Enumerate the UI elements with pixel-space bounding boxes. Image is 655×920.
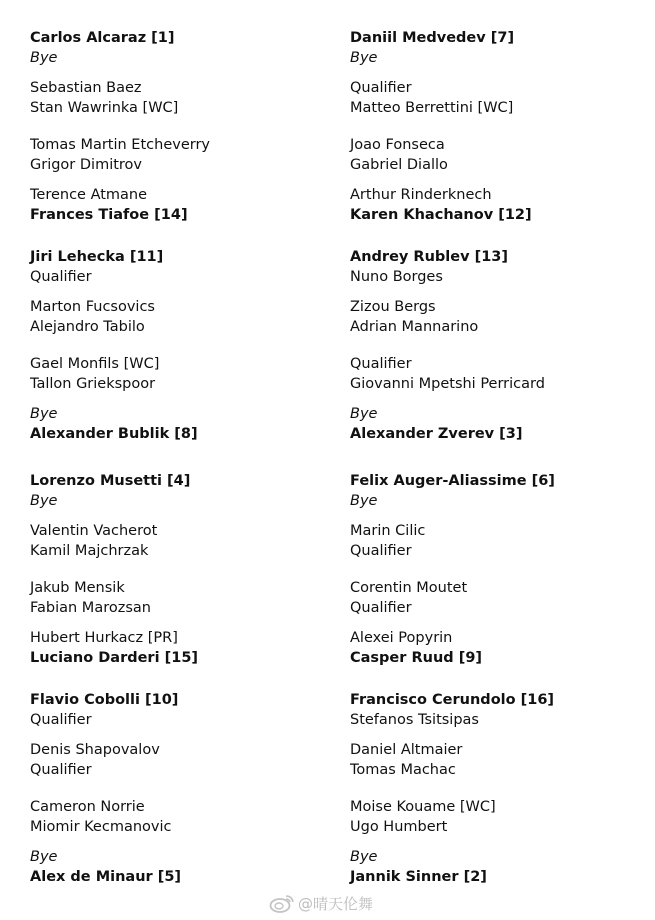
left-draw-entry: Kamil Majchrzak: [30, 543, 149, 559]
right-draw-entry: Karen Khachanov [12]: [350, 207, 532, 223]
right-draw-entry: Andrey Rublev [13]: [350, 249, 509, 265]
left-draw-entry: Luciano Darderi [15]: [30, 650, 199, 666]
right-draw-entry: Qualifier: [350, 543, 412, 559]
left-draw-entry: Alex de Minaur [5]: [30, 869, 182, 885]
right-draw-entry: Bye: [350, 849, 378, 865]
left-draw-entry: Miomir Kecmanovic: [30, 819, 172, 835]
left-draw-entry: Bye: [30, 849, 58, 865]
left-draw-entry: Qualifier: [30, 712, 92, 728]
right-draw-entry: Tomas Machac: [350, 762, 456, 778]
right-draw-entry: Ugo Humbert: [350, 819, 448, 835]
right-draw-entry: Daniil Medvedev [7]: [350, 30, 515, 46]
left-draw-entry: Cameron Norrie: [30, 799, 145, 815]
watermark-text: @晴天伦舞: [298, 894, 374, 913]
left-draw-entry: Jakub Mensik: [30, 580, 125, 596]
left-draw-entry: Stan Wawrinka [WC]: [30, 100, 179, 116]
right-draw-entry: Joao Fonseca: [350, 137, 445, 153]
right-draw-entry: Felix Auger-Aliassime [6]: [350, 473, 555, 489]
left-draw-entry: Alexander Bublik [8]: [30, 426, 198, 442]
right-draw-entry: Adrian Mannarino: [350, 319, 479, 335]
right-draw-entry: Matteo Berrettini [WC]: [350, 100, 514, 116]
left-draw-entry: Bye: [30, 406, 58, 422]
right-draw-entry: Francisco Cerundolo [16]: [350, 692, 555, 708]
left-draw-entry: Qualifier: [30, 762, 92, 778]
right-draw-entry: Bye: [350, 50, 378, 66]
right-draw-entry: Alexander Zverev [3]: [350, 426, 523, 442]
left-draw-entry: Terence Atmane: [30, 187, 148, 203]
right-draw-entry: Qualifier: [350, 600, 412, 616]
weibo-icon: [268, 892, 296, 914]
right-draw-entry: Stefanos Tsitsipas: [350, 712, 479, 728]
left-draw-entry: Lorenzo Musetti [4]: [30, 473, 191, 489]
left-draw-entry: Tallon Griekspoor: [30, 376, 156, 392]
left-draw-entry: Bye: [30, 493, 58, 509]
left-draw-entry: Jiri Lehecka [11]: [30, 249, 164, 265]
right-draw-entry: Moise Kouame [WC]: [350, 799, 496, 815]
left-draw-entry: Grigor Dimitrov: [30, 157, 142, 173]
left-draw-entry: Bye: [30, 50, 58, 66]
left-draw-entry: Tomas Martin Etcheverry: [30, 137, 210, 153]
right-draw-entry: Qualifier: [350, 356, 412, 372]
left-draw-entry: Alejandro Tabilo: [30, 319, 145, 335]
right-draw-entry: Nuno Borges: [350, 269, 443, 285]
left-draw-entry: Hubert Hurkacz [PR]: [30, 630, 178, 646]
left-draw-entry: Sebastian Baez: [30, 80, 142, 96]
left-draw-entry: Carlos Alcaraz [1]: [30, 30, 175, 46]
left-draw-entry: Qualifier: [30, 269, 92, 285]
left-draw-entry: Valentin Vacherot: [30, 523, 158, 539]
watermark: [268, 892, 373, 914]
right-draw-entry: Jannik Sinner [2]: [350, 869, 487, 885]
right-draw-entry: Bye: [350, 493, 378, 509]
right-draw-entry: Bye: [350, 406, 378, 422]
right-draw-entry: Alexei Popyrin: [350, 630, 453, 646]
right-draw-entry: Corentin Moutet: [350, 580, 468, 596]
right-draw-entry: Marin Cilic: [350, 523, 426, 539]
right-draw-entry: Gabriel Diallo: [350, 157, 448, 173]
left-draw-entry: Flavio Cobolli [10]: [30, 692, 179, 708]
right-draw-entry: Zizou Bergs: [350, 299, 436, 315]
right-draw-entry: Daniel Altmaier: [350, 742, 463, 758]
right-draw-entry: Casper Ruud [9]: [350, 650, 483, 666]
left-draw-entry: Marton Fucsovics: [30, 299, 155, 315]
right-draw-entry: Giovanni Mpetshi Perricard: [350, 376, 545, 392]
right-draw-entry: Arthur Rinderknech: [350, 187, 492, 203]
left-draw-entry: Gael Monfils [WC]: [30, 356, 160, 372]
left-draw-entry: Denis Shapovalov: [30, 742, 160, 758]
right-draw-entry: Qualifier: [350, 80, 412, 96]
left-draw-entry: Fabian Marozsan: [30, 600, 151, 616]
left-draw-entry: Frances Tiafoe [14]: [30, 207, 188, 223]
